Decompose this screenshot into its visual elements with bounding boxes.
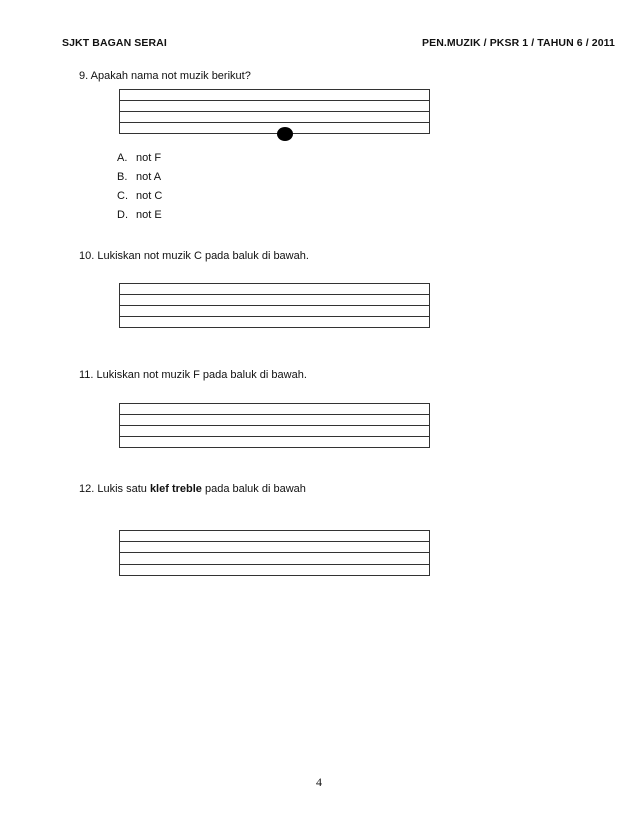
page-number: 4: [316, 775, 322, 789]
option-letter: B.: [117, 171, 128, 183]
option-letter: A.: [117, 152, 128, 164]
option-b[interactable]: [117, 171, 161, 183]
option-label: not F: [136, 152, 162, 164]
option-c[interactable]: [117, 190, 162, 202]
option-label: not C: [136, 190, 163, 202]
option-letter: C.: [117, 190, 128, 202]
staff-q12[interactable]: [119, 530, 430, 576]
question-12-suffix: pada baluk di bawah: [201, 483, 306, 495]
option-a[interactable]: [117, 152, 161, 164]
question-9-text: 9. Apakah nama not muzik berikut?: [79, 70, 251, 82]
option-d[interactable]: [117, 209, 162, 221]
option-label: not A: [136, 171, 162, 183]
option-label: not E: [136, 209, 162, 221]
staff-q10[interactable]: [119, 283, 430, 328]
staff-q11[interactable]: [119, 403, 430, 448]
header-school: SJKT BAGAN SERAI: [62, 37, 167, 49]
question-11-text: 11. Lukiskan not muzik F pada baluk di bawah.: [79, 369, 307, 381]
whole-note-icon: [277, 127, 293, 141]
question-12-prefix: 12. Lukis satu: [79, 483, 150, 495]
staff-q9: [119, 89, 430, 134]
question-12-bold: klef treble: [149, 483, 202, 495]
question-12-text: [79, 483, 306, 495]
question-10-text: 10. Lukiskan not muzik C pada baluk di bawah.: [79, 250, 309, 262]
header-exam-info: PEN.MUZIK / PKSR 1 / TAHUN 6 / 2011: [422, 37, 615, 49]
option-letter: D.: [117, 209, 128, 221]
